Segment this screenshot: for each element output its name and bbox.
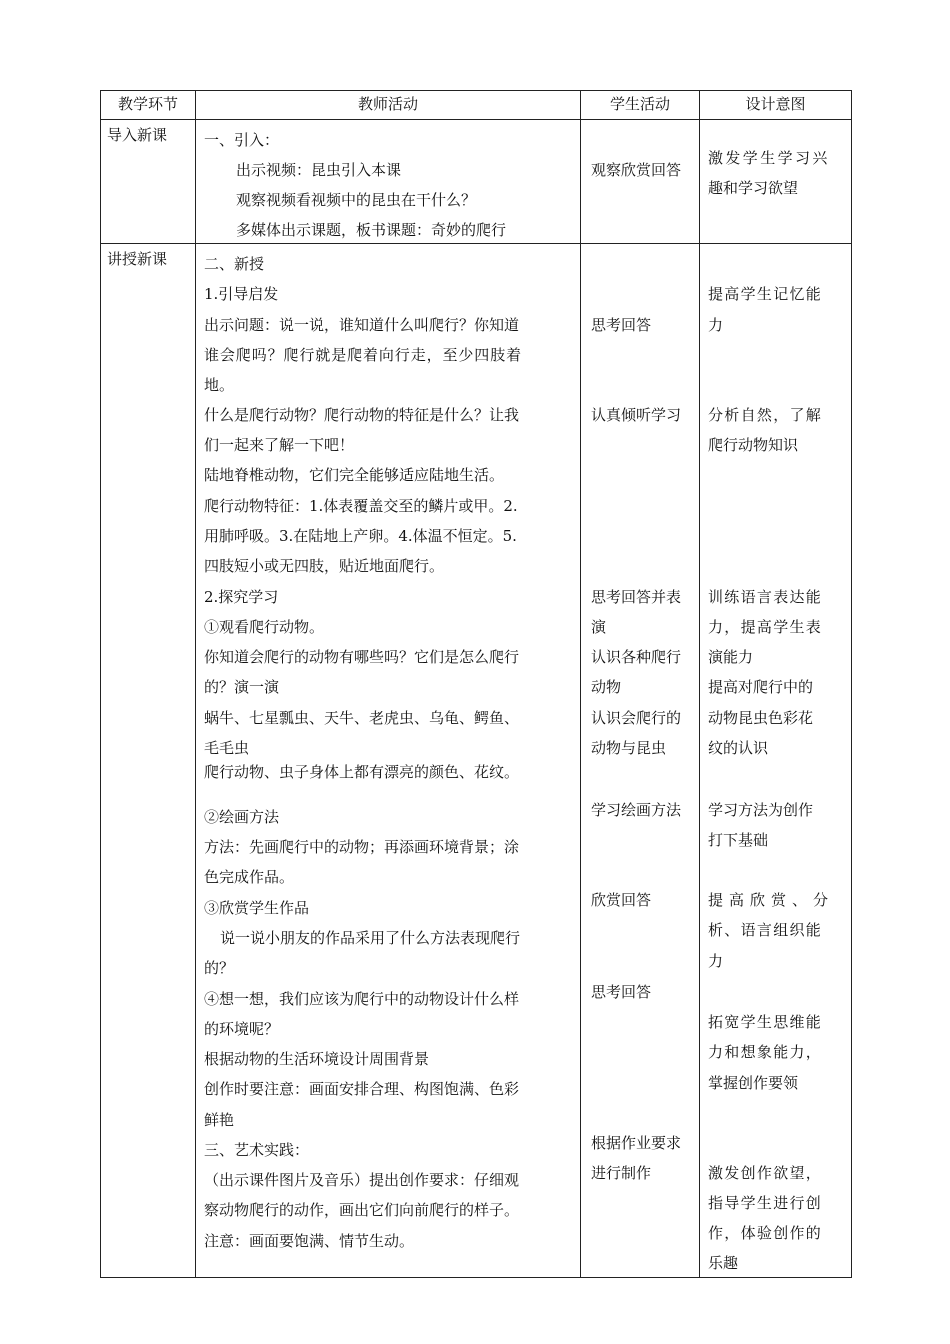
lecture-student-cell [581,244,700,1278]
header-teacher: 教师活动 [196,91,581,120]
text-line: 色完成作品。 [204,868,295,886]
text-line: 出示视频：昆虫引入本课 [236,161,402,179]
text-line: 学习方法为创作 [708,801,814,819]
text-line: 爬行动物、虫子身体上都有漂亮的颜色、花纹。 [204,763,520,781]
text-line: 们一起来了解一下吧！ [204,436,355,454]
text-line: 力 [708,952,724,970]
intro-teacher-cell [196,120,581,244]
text-line: 二、新授 [204,255,265,273]
text-line: 根据动物的生活环境设计周围背景 [204,1050,430,1068]
text-line: 1.引导启发 [204,285,279,303]
lesson-plan-table [100,90,852,1278]
text-line: 爬行动物知识 [708,436,799,454]
text-line: 爬行动物特征：1.体表覆盖交至的鳞片或甲。2. [204,497,518,515]
text-line: 的？演一演 [204,678,280,696]
text-line: ③欣赏学生作品 [204,899,310,917]
text-line: ④想一想，我们应该为爬行中的动物设计什么样 [204,990,520,1008]
text-line: 趣和学习欲望 [708,179,799,197]
lecture-stage: 讲授新课 [101,244,196,1278]
text-line: 训练语言表达能 [708,588,823,606]
text-line: 陆地脊椎动物，它们完全能够适应陆地生活。 [204,466,505,484]
text-line: 动物昆虫色彩花 [708,709,814,727]
text-line: 注意：画面要饱满、情节生动。 [204,1232,415,1250]
text-line: 学习绘画方法 [591,801,682,819]
header-row [101,91,852,120]
text-line: 乐趣 [708,1254,739,1272]
text-line: （出示课件图片及音乐）提出创作要求：仔细观 [204,1171,520,1189]
header-stage: 教学环节 [101,91,196,120]
text-line: 欣赏回答 [591,891,652,909]
text-line: 析、语言组织能 [708,921,823,939]
text-line: 力，提高学生表 [708,618,823,636]
lecture-intent-cell [700,244,852,1278]
header-student: 学生活动 [581,91,700,120]
text-line: 观察欣赏回答 [591,161,682,179]
text-line: 拓宽学生思维能 [708,1013,823,1031]
text-line: 力和想象能力， [708,1043,823,1061]
text-line: 纹的认识 [708,739,769,757]
intro-student-cell [581,120,700,244]
text-line: 察动物爬行的动作，画出它们向前爬行的样子。 [204,1201,520,1219]
text-line: 2.探究学习 [204,588,279,606]
text-line: 一、引入： [204,131,280,149]
lecture-teacher-cell [196,244,581,1278]
text-line: 指导学生进行创 [708,1194,823,1212]
text-line: 地。 [204,376,235,394]
text-line: 认真倾听学习 [591,406,682,424]
text-line: 谁会爬吗？爬行就是爬着向行走，至少四肢着 [204,346,523,364]
text-line: 毛毛虫 [204,739,250,757]
text-line: 说一说小朋友的作品采用了什么方法表现爬行 [220,929,521,947]
text-line: 的？ [204,959,235,977]
text-line: 动物 [591,678,622,696]
text-line: 激发创作欲望， [708,1164,823,1182]
text-line: 用肺呼吸。3.在陆地上产卵。4.体温不恒定。5. [204,527,517,545]
text-line: 分析自然，了解 [708,406,823,424]
text-line: 鲜艳 [204,1111,235,1129]
text-line: 演能力 [708,648,754,666]
text-line: 方法：先画爬行中的动物；再添画环境背景；涂 [204,838,520,856]
text-line: 思考回答 [591,983,652,1001]
text-line: 你知道会爬行的动物有哪些吗？它们是怎么爬行 [204,648,520,666]
text-line: 创作时要注意：画面安排合理、构图饱满、色彩 [204,1080,520,1098]
text-line: 的环境呢？ [204,1020,280,1038]
text-line: 提高欣赏、分 [708,891,835,909]
text-line: 激发学生学习兴 [708,149,830,167]
text-line: 提高对爬行中的 [708,678,814,696]
text-line: 思考回答 [591,316,652,334]
intro-row [101,120,852,244]
text-line: 进行制作 [591,1164,652,1182]
text-line: 提高学生记忆能 [708,285,823,303]
text-line: 观察视频看视频中的昆虫在干什么？ [236,191,477,209]
text-line: 什么是爬行动物？爬行动物的特征是什么？让我 [204,406,520,424]
text-line: ②绘画方法 [204,808,280,826]
text-line: 多媒体出示课题，板书课题：奇妙的爬行 [236,221,507,239]
text-line: 力 [708,316,724,334]
text-line: 四肢短小或无四肢，贴近地面爬行。 [204,557,445,575]
lecture-row [101,244,852,1278]
text-line: 作，体验创作的 [708,1224,823,1242]
intro-intent-cell [700,120,852,244]
text-line: 掌握创作要领 [708,1074,799,1092]
text-line: 出示问题：说一说，谁知道什么叫爬行？你知道 [204,316,520,334]
text-line: 根据作业要求 [591,1134,682,1152]
text-line: 蜗牛、七星瓢虫、天牛、老虎虫、乌龟、鳄鱼、 [204,709,520,727]
intro-stage: 导入新课 [101,120,196,244]
text-line: ①观看爬行动物。 [204,618,325,636]
text-line: 思考回答并表 [591,588,682,606]
text-line: 演 [591,618,607,636]
text-line: 认识会爬行的 [591,709,682,727]
text-line: 三、艺术实践： [204,1141,310,1159]
text-line: 打下基础 [708,831,769,849]
text-line: 认识各种爬行 [591,648,682,666]
header-intent: 设计意图 [700,91,852,120]
text-line: 动物与昆虫 [591,739,667,757]
